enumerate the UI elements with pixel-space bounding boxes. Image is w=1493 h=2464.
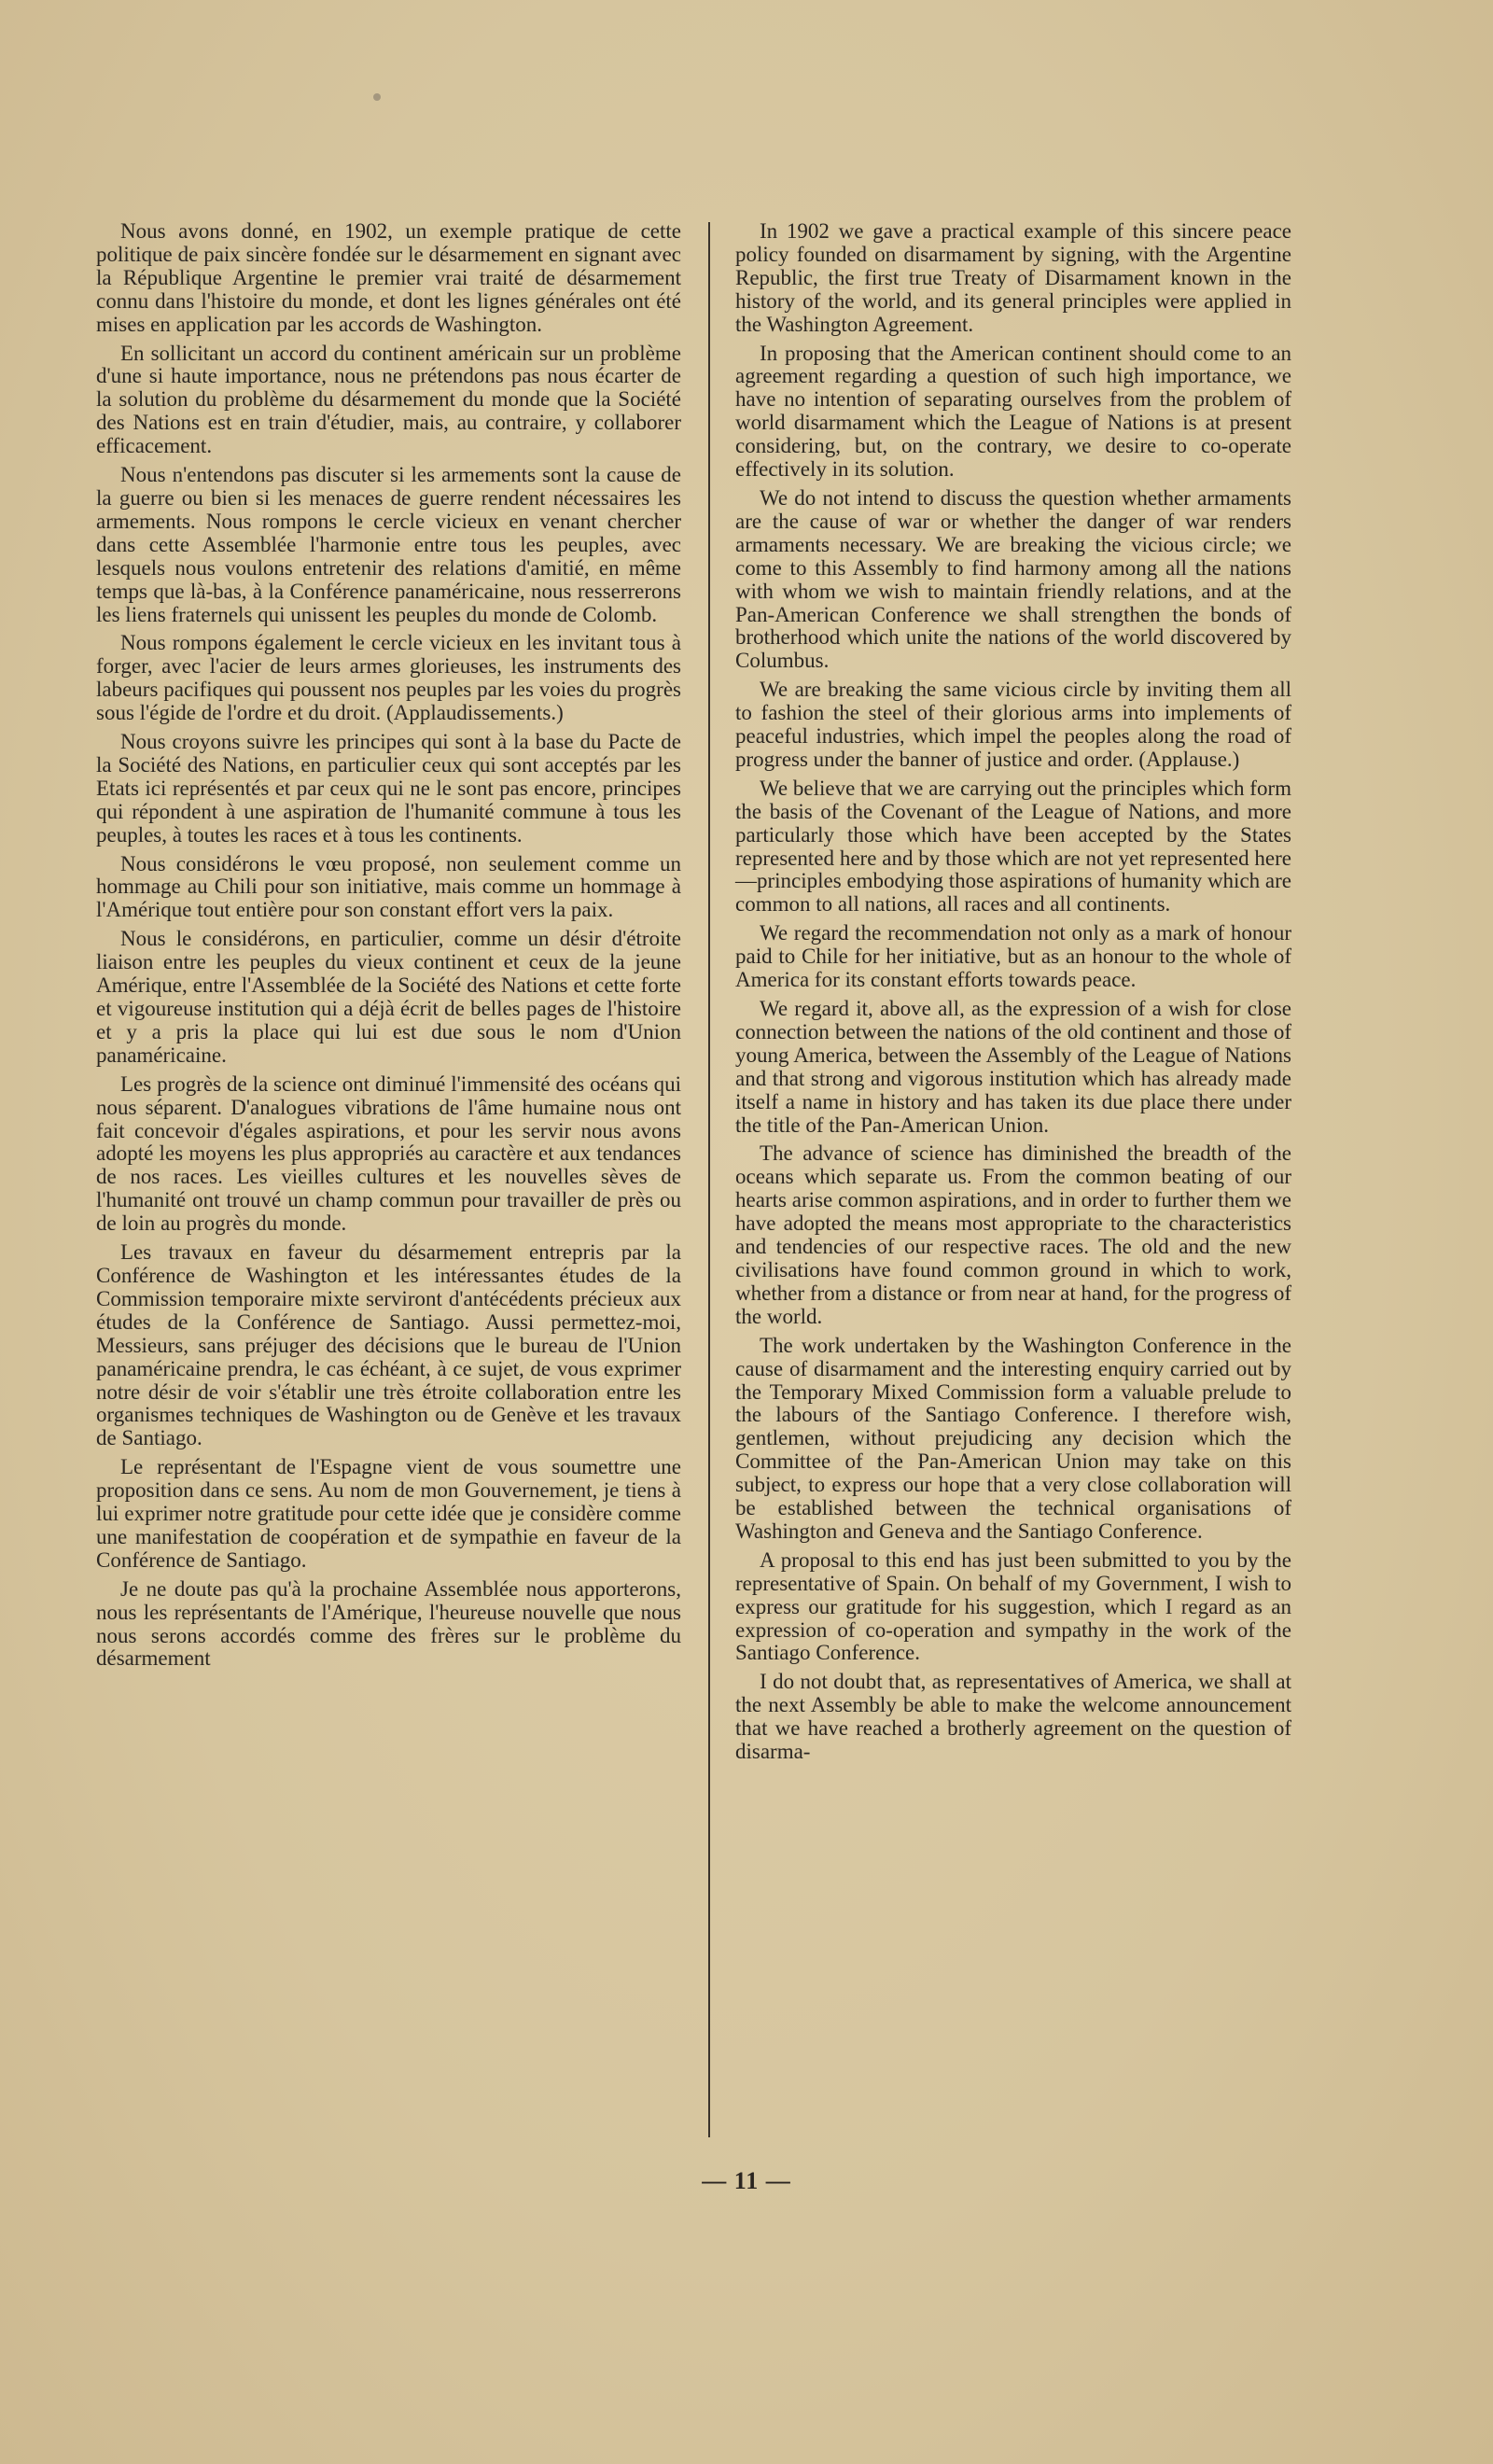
english-paragraph: I do not doubt that, as representatives of America, we shall at the next Assembly be able to make the welcome announcement that we have reached a brotherly agreement on the question of disarma- bbox=[735, 1670, 1291, 1764]
english-column bbox=[735, 220, 1291, 1770]
english-paragraph: We do not intend to discuss the question whether armaments are the cause of war or whether the danger of war renders armaments necessary. We are breaking the vicious circle; we come to this Assembly to find harmony among all the nations with whom we wish to maintain friendly relations, and at the Pan-American Conference we shall strengthen the bonds of brotherhood which unite the nations of the world discovered by Columbus. bbox=[735, 485, 1291, 673]
french-paragraph: Nous avons donné, en 1902, un exemple pratique de cette politique de paix sincère fondée sur le désarmement en signant avec la République Argentine le premier vrai traité de désarmement connu dans l'histoire du monde, et dont les lignes générales ont été mises en application par les accords de Washington. bbox=[96, 219, 681, 336]
french-paragraph: Nous n'entendons pas discuter si les armements sont la cause de la guerre ou bien si les menaces de guerre rendent nécessaires les armements. Nous rompons le cercle vicieux en venant chercher dans cette Assemblée l'harmonie entre tous les peuples, avec lesquels nous voulons entretenir des relations d'amitié, en même temps que là-bas, à la Conférence panaméricaine, nous resserrerons les liens fraternels qui unissent les peuples du monde de Colomb. bbox=[96, 463, 681, 626]
french-paragraph: Nous le considérons, en particulier, comme un désir d'étroite liaison entre les peuples du vieux continent et ceux de la jeune Amérique, entre l'Assemblée de la Société des Nations et cette forte et vigoureuse institution qui a déjà écrit de belles pages de l'histoire et y a pris la place qui lui est due sous le nom d'Union panaméricaine. bbox=[96, 927, 681, 1067]
french-column bbox=[96, 220, 681, 1676]
french-paragraph: Le représentant de l'Espagne vient de vous soumettre une proposition dans ce sens. Au nom de mon Gouvernement, je tiens à lui exprimer notre gratitude pour cette idée que je considère comme une manifestation de coopération et de sympathie en faveur de la Conférence de Santiago. bbox=[96, 1455, 681, 1572]
english-paragraph: We believe that we are carrying out the principles which form the basis of the Covenant of the League of Nations, and more particularly those which have been accepted by the States represented here and by those which are not yet represented here—principles embodying those aspirations of humanity which are common to all nations, all races and all continents. bbox=[735, 776, 1291, 917]
english-paragraph: We are breaking the same vicious circle by inviting them all to fashion the steel of their glorious arms into implements of peaceful industries, which impel the peoples along the road of progress under the banner of justice and order. (Applause.) bbox=[735, 678, 1291, 771]
page-number: — 11 — bbox=[702, 2167, 791, 2194]
english-paragraph: In 1902 we gave a practical example of this sincere peace policy founded on disarmament by signing, with the Argentine Republic, the first true Treaty of Disarmament known in the history of the world, and its general principles were applied in the Washington Agreement. bbox=[735, 219, 1291, 336]
english-paragraph: The advance of science has diminished the breadth of the oceans which separate us. From the common beating of our hearts arise common aspirations, and in order to further them we have adopted the means most appropriate to the characteristics and tendencies of our respective races. The old and the new civilisations have found common ground in which to work, whether from a distance or from near at hand, for the progress of the world. bbox=[735, 1141, 1291, 1328]
french-paragraph: Nous considérons le vœu proposé, non seulement comme un hommage au Chili pour son initiative, mais comme un hommage à l'Amérique tout entière pour son constant effort vers la paix. bbox=[96, 851, 681, 922]
french-paragraph: En sollicitant un accord du continent américain sur un problème d'une si haute importance, nous ne prétendons pas nous écarter de la solution du problème du désarmement du monde que la Société des Nations est en train d'étudier, mais, au contraire, y collaborer efficacement. bbox=[96, 341, 681, 458]
english-paragraph: A proposal to this end has just been submitted to you by the representative of Spain. On behalf of my Government, I wish to express our gratitude for his suggestion, which I regard as an expression of co-operation and sympathy in the work of the Santiago Conference. bbox=[735, 1547, 1291, 1665]
french-paragraph: Les progrès de la science ont diminué l'immensité des océans qui nous séparent. D'analogues vibrations de l'âme humaine nous ont fait concevoir d'égales aspirations, et pour les servir nous avons adopté les moyens les plus appropriés au caractère et aux tendances de nos races. Les vieilles cultures et les nouvelles sèves de l'humanité ont trouvé un champ commun pour travailler de près ou de loin au progrès du monde. bbox=[96, 1071, 681, 1236]
french-paragraph: Les travaux en faveur du désarmement entrepris par la Conférence de Washington et les intéressantes études de la Commission temporaire mixte serviront d'antécédents précieux aux études de la Conférence de Santiago. Aussi permettez-moi, Messieurs, sans préjuger des décisions que le bureau de l'Union panaméricaine prendra, le cas échéant, à ce sujet, de vous exprimer notre désir de voir s'établir une très étroite collaboration entre les organismes techniques de Washington ou de Genève et les travaux de Santiago. bbox=[96, 1240, 681, 1450]
french-paragraph: Je ne doute pas qu'à la prochaine Assemblée nous apporterons, nous les représentants de l'Amérique, l'heureuse nouvelle que nous nous serons accordés comme des frères sur le problème du désarmement bbox=[96, 1576, 681, 1671]
french-paragraph: Nous croyons suivre les principes qui sont à la base du Pacte de la Société des Nations, en particulier ceux qui sont acceptés par les Etats ici représentés et par ceux qui ne le sont pas encore, principes qui répondent à une aspiration de l'humanité commune à tous les peuples, à toutes les races et à tous les continents. bbox=[96, 730, 681, 847]
column-divider bbox=[708, 222, 710, 2137]
english-paragraph: In proposing that the American continent should come to an agreement regarding a question of such high importance, we have no intention of separating ourselves from the problem of world disarmament which the League of Nations is at present considering, but, on the contrary, we desire to co-operate effectively in its solution. bbox=[735, 341, 1291, 482]
english-paragraph: We regard the recommendation not only as a mark of honour paid to Chile for her initiative, but as an honour to the whole of America for its constant efforts towards peace. bbox=[735, 921, 1291, 992]
english-paragraph: The work undertaken by the Washington Conference in the cause of disarmament and the interesting enquiry carried out by the Temporary Mixed Commission form a valuable prelude to the labours of the Santiago Conference. I therefore wish, gentlemen, without prejudicing any decision which the Committee of the Pan-American Union may take on this subject, to express our hope that a very close collaboration will be established between the technical organisations of Washington and Geneva and the Santiago Conference. bbox=[735, 1333, 1291, 1543]
french-paragraph: Nous rompons également le cercle vicieux en les invitant tous à forger, avec l'acier de leurs armes glorieuses, les instruments des labeurs pacifiques qui poussent nos peuples par les voies du progrès sous l'égide de l'ordre et du droit. (Applaudissements.) bbox=[96, 631, 681, 725]
english-paragraph: We regard it, above all, as the expression of a wish for close connection between the nations of the old continent and those of young America, between the Assembly of the League of Nations and that strong and vigorous institution which has already made itself a name in history and has taken its due place there under the title of the Pan-American Union. bbox=[735, 997, 1291, 1137]
paper-speck bbox=[373, 93, 381, 101]
